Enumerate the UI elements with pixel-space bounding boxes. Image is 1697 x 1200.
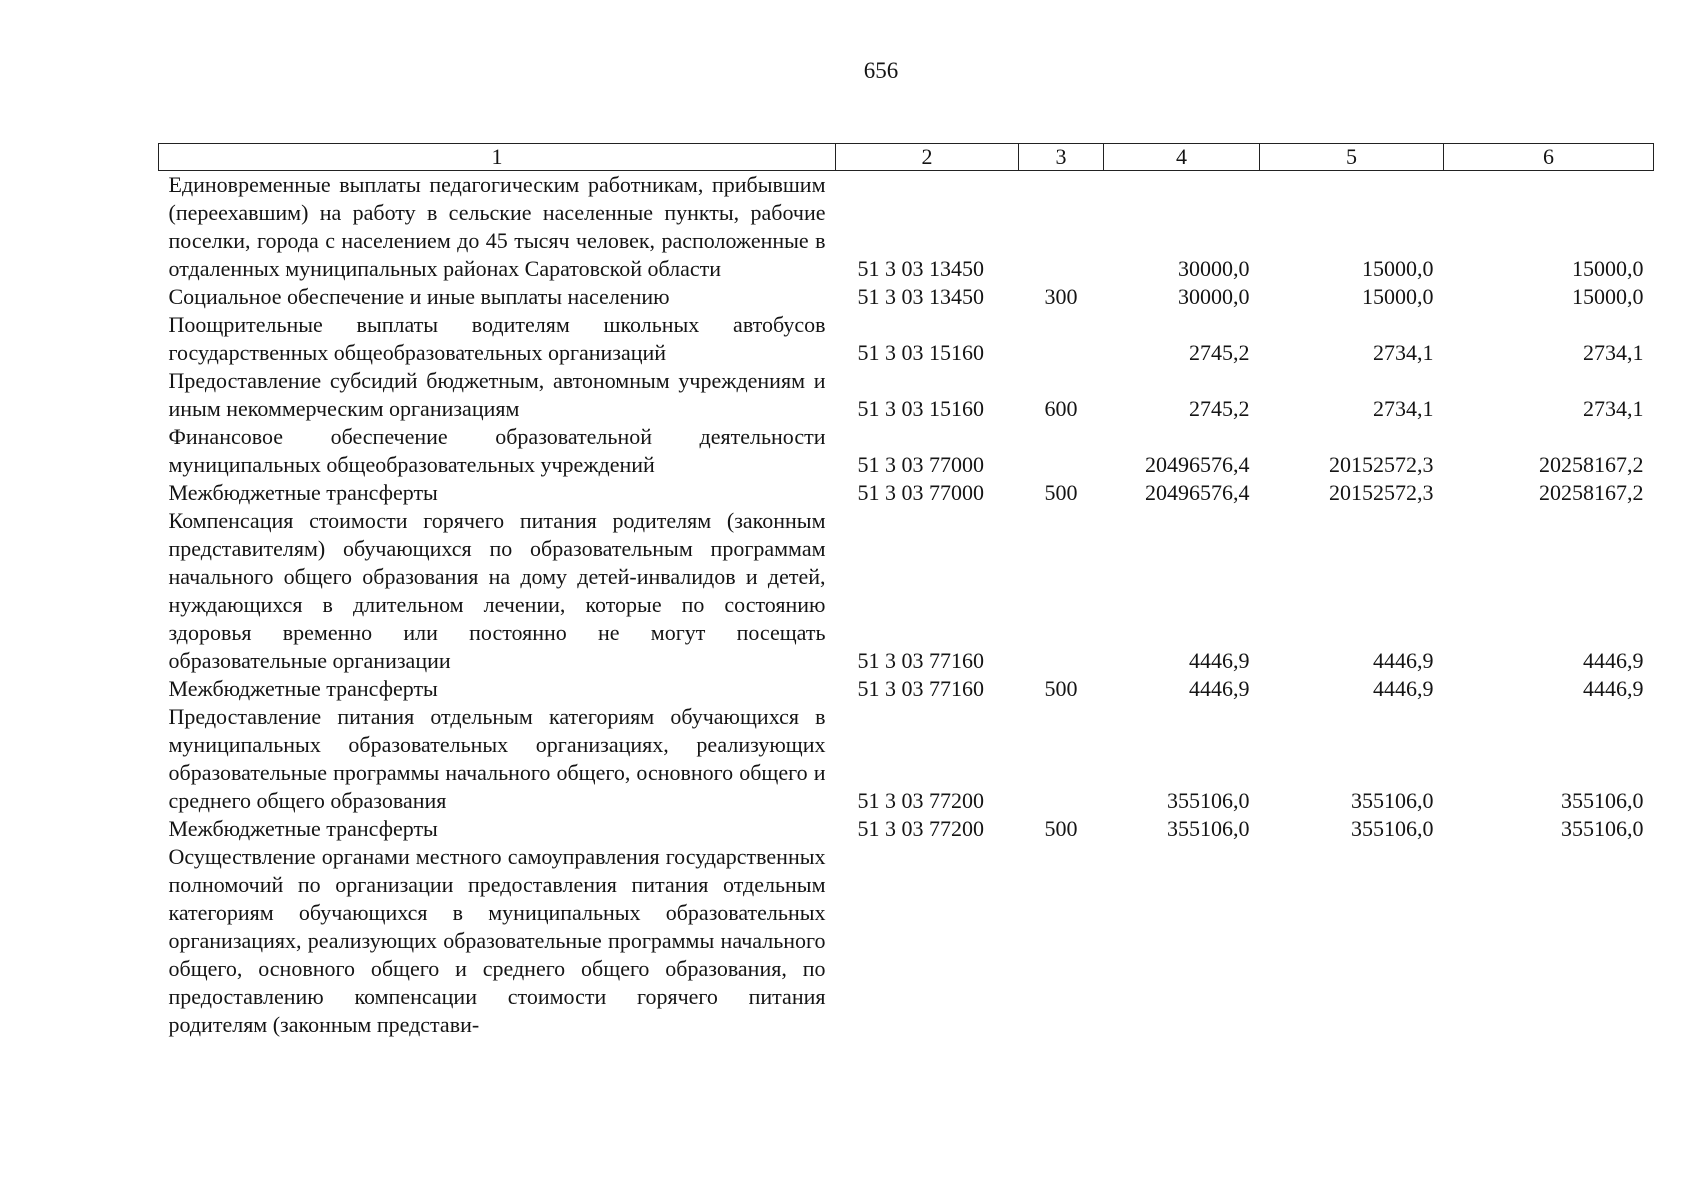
row-value-1: 355106,0: [1167, 788, 1250, 813]
row-value-3: 2734,1: [1583, 396, 1644, 421]
row-target-code: 51 3 03 77160: [857, 648, 984, 673]
row-expense-type: 500: [1044, 480, 1078, 505]
row-value-3: 4446,9: [1583, 648, 1644, 673]
table-header: [159, 144, 1654, 171]
row-value-1: 355106,0: [1167, 816, 1250, 841]
row-target-code: 51 3 03 77160: [857, 676, 984, 701]
row-value-1: 4446,9: [1189, 676, 1250, 701]
row-value-1: 2745,2: [1189, 396, 1250, 421]
row-value-2: 15000,0: [1362, 256, 1434, 281]
table-row: [159, 507, 1654, 675]
row-expense-type: 600: [1044, 396, 1078, 421]
table-row: [159, 311, 1654, 367]
table-body: [159, 171, 1654, 1040]
header-cell-6: 6: [1444, 144, 1654, 171]
header-cell-3: 3: [1019, 144, 1104, 171]
row-name: Предоставление субсидий бюджетным, автономным учреждениям и иным некоммерческим организациям: [168, 368, 826, 421]
row-expense-type: [1019, 171, 1104, 284]
row-value-2: 4446,9: [1373, 648, 1434, 673]
row-target-code: 51 3 03 15160: [857, 340, 984, 365]
header-row: [159, 144, 1654, 171]
row-target-code: 51 3 03 13450: [857, 284, 984, 309]
row-expense-type: [1019, 507, 1104, 675]
row-value-3: 355106,0: [1561, 816, 1644, 841]
header-cell-5: 5: [1260, 144, 1444, 171]
row-value-1: 30000,0: [1178, 284, 1250, 309]
row-value-2: [1260, 843, 1444, 1039]
row-expense-type: 300: [1044, 284, 1078, 309]
row-value-3: 2734,1: [1583, 340, 1644, 365]
row-name: Межбюджетные трансферты: [168, 480, 438, 505]
row-expense-type: [1019, 843, 1104, 1039]
row-name: Межбюджетные трансферты: [168, 676, 438, 701]
row-value-2: 355106,0: [1351, 788, 1434, 813]
row-name: Компенсация стоимости горячего питания родителям (законным представителям) обучающихся по образовательным программам начального общего образования на дому детей-инвалидов и детей, нуждающихся в длительном лечении, которые по состоянию здоровья временно или постоянно не могут посещать образовательные организации: [168, 508, 826, 673]
budget-table: [158, 143, 1654, 1039]
row-name: Осуществление органами местного самоуправления государственных полномочий по организации предоставления питания отдельным категориям обучающихся в муниципальных образовательных организациях, реализующих образовательные программы начального общего, основного общего и среднего общего образования, по предоставлению компенсации стоимости горячего питания родителям (законным представи-: [168, 844, 826, 1037]
row-value-1: 20496576,4: [1145, 452, 1250, 477]
header-cell-1: 1: [159, 144, 836, 171]
row-expense-type: [1019, 423, 1104, 479]
row-expense-type: 500: [1044, 816, 1078, 841]
row-value-3: 4446,9: [1583, 676, 1644, 701]
table-row: [159, 815, 1654, 843]
row-name: Поощрительные выплаты водителям школьных автобусов государственных общеобразовательных организаций: [168, 312, 826, 365]
row-target-code: 51 3 03 77200: [857, 816, 984, 841]
row-value-1: 30000,0: [1178, 256, 1250, 281]
header-cell-2: 2: [836, 144, 1019, 171]
row-value-2: 20152572,3: [1329, 452, 1434, 477]
row-value-2: 2734,1: [1373, 340, 1434, 365]
header-cell-4: 4: [1104, 144, 1260, 171]
row-value-3: 20258167,2: [1539, 480, 1644, 505]
table-row: [159, 675, 1654, 703]
row-expense-type: [1019, 311, 1104, 367]
row-value-3: 15000,0: [1572, 256, 1644, 281]
row-value-1: 4446,9: [1189, 648, 1250, 673]
row-target-code: 51 3 03 77200: [857, 788, 984, 813]
row-target-code: 51 3 03 77000: [857, 480, 984, 505]
table-row: [159, 171, 1654, 284]
row-name: Финансовое обеспечение образовательной деятельности муниципальных общеобразовательных учреждений: [168, 424, 826, 477]
row-value-2: 15000,0: [1362, 284, 1434, 309]
row-value-2: 2734,1: [1373, 396, 1434, 421]
row-value-3: [1444, 843, 1654, 1039]
row-target-code: [836, 843, 1019, 1039]
row-value-3: 15000,0: [1572, 284, 1644, 309]
row-target-code: 51 3 03 13450: [857, 256, 984, 281]
row-value-1: 20496576,4: [1145, 480, 1250, 505]
row-name: Социальное обеспечение и иные выплаты населению: [168, 284, 670, 309]
row-value-2: 20152572,3: [1329, 480, 1434, 505]
page-number: 656: [863, 58, 899, 83]
row-expense-type: [1019, 703, 1104, 815]
row-value-3: 20258167,2: [1539, 452, 1644, 477]
row-name: Межбюджетные трансферты: [168, 816, 438, 841]
table-row: [159, 283, 1654, 311]
row-name: Единовременные выплаты педагогическим работникам, прибывшим (переехавшим) на работу в сельские населенные пункты, рабочие поселки, города с населением до 45 тысяч человек, расположенные в отдаленных муниципальных районах Саратовской области: [168, 172, 826, 281]
row-value-3: 355106,0: [1561, 788, 1644, 813]
table-row: [159, 479, 1654, 507]
row-value-2: 4446,9: [1373, 676, 1434, 701]
row-value-1: [1104, 843, 1260, 1039]
table-row: [159, 367, 1654, 423]
row-expense-type: 500: [1044, 676, 1078, 701]
row-value-2: 355106,0: [1351, 816, 1434, 841]
row-target-code: 51 3 03 77000: [857, 452, 984, 477]
table-row: [159, 703, 1654, 815]
row-value-1: 2745,2: [1189, 340, 1250, 365]
table-row: [159, 423, 1654, 479]
row-target-code: 51 3 03 15160: [857, 396, 984, 421]
row-name: Предоставление питания отдельным категориям обучающихся в муниципальных образовательных организациях, реализующих образовательные программы начального общего, основного общего и среднего общего образования: [168, 704, 826, 813]
table-row: [159, 843, 1654, 1039]
